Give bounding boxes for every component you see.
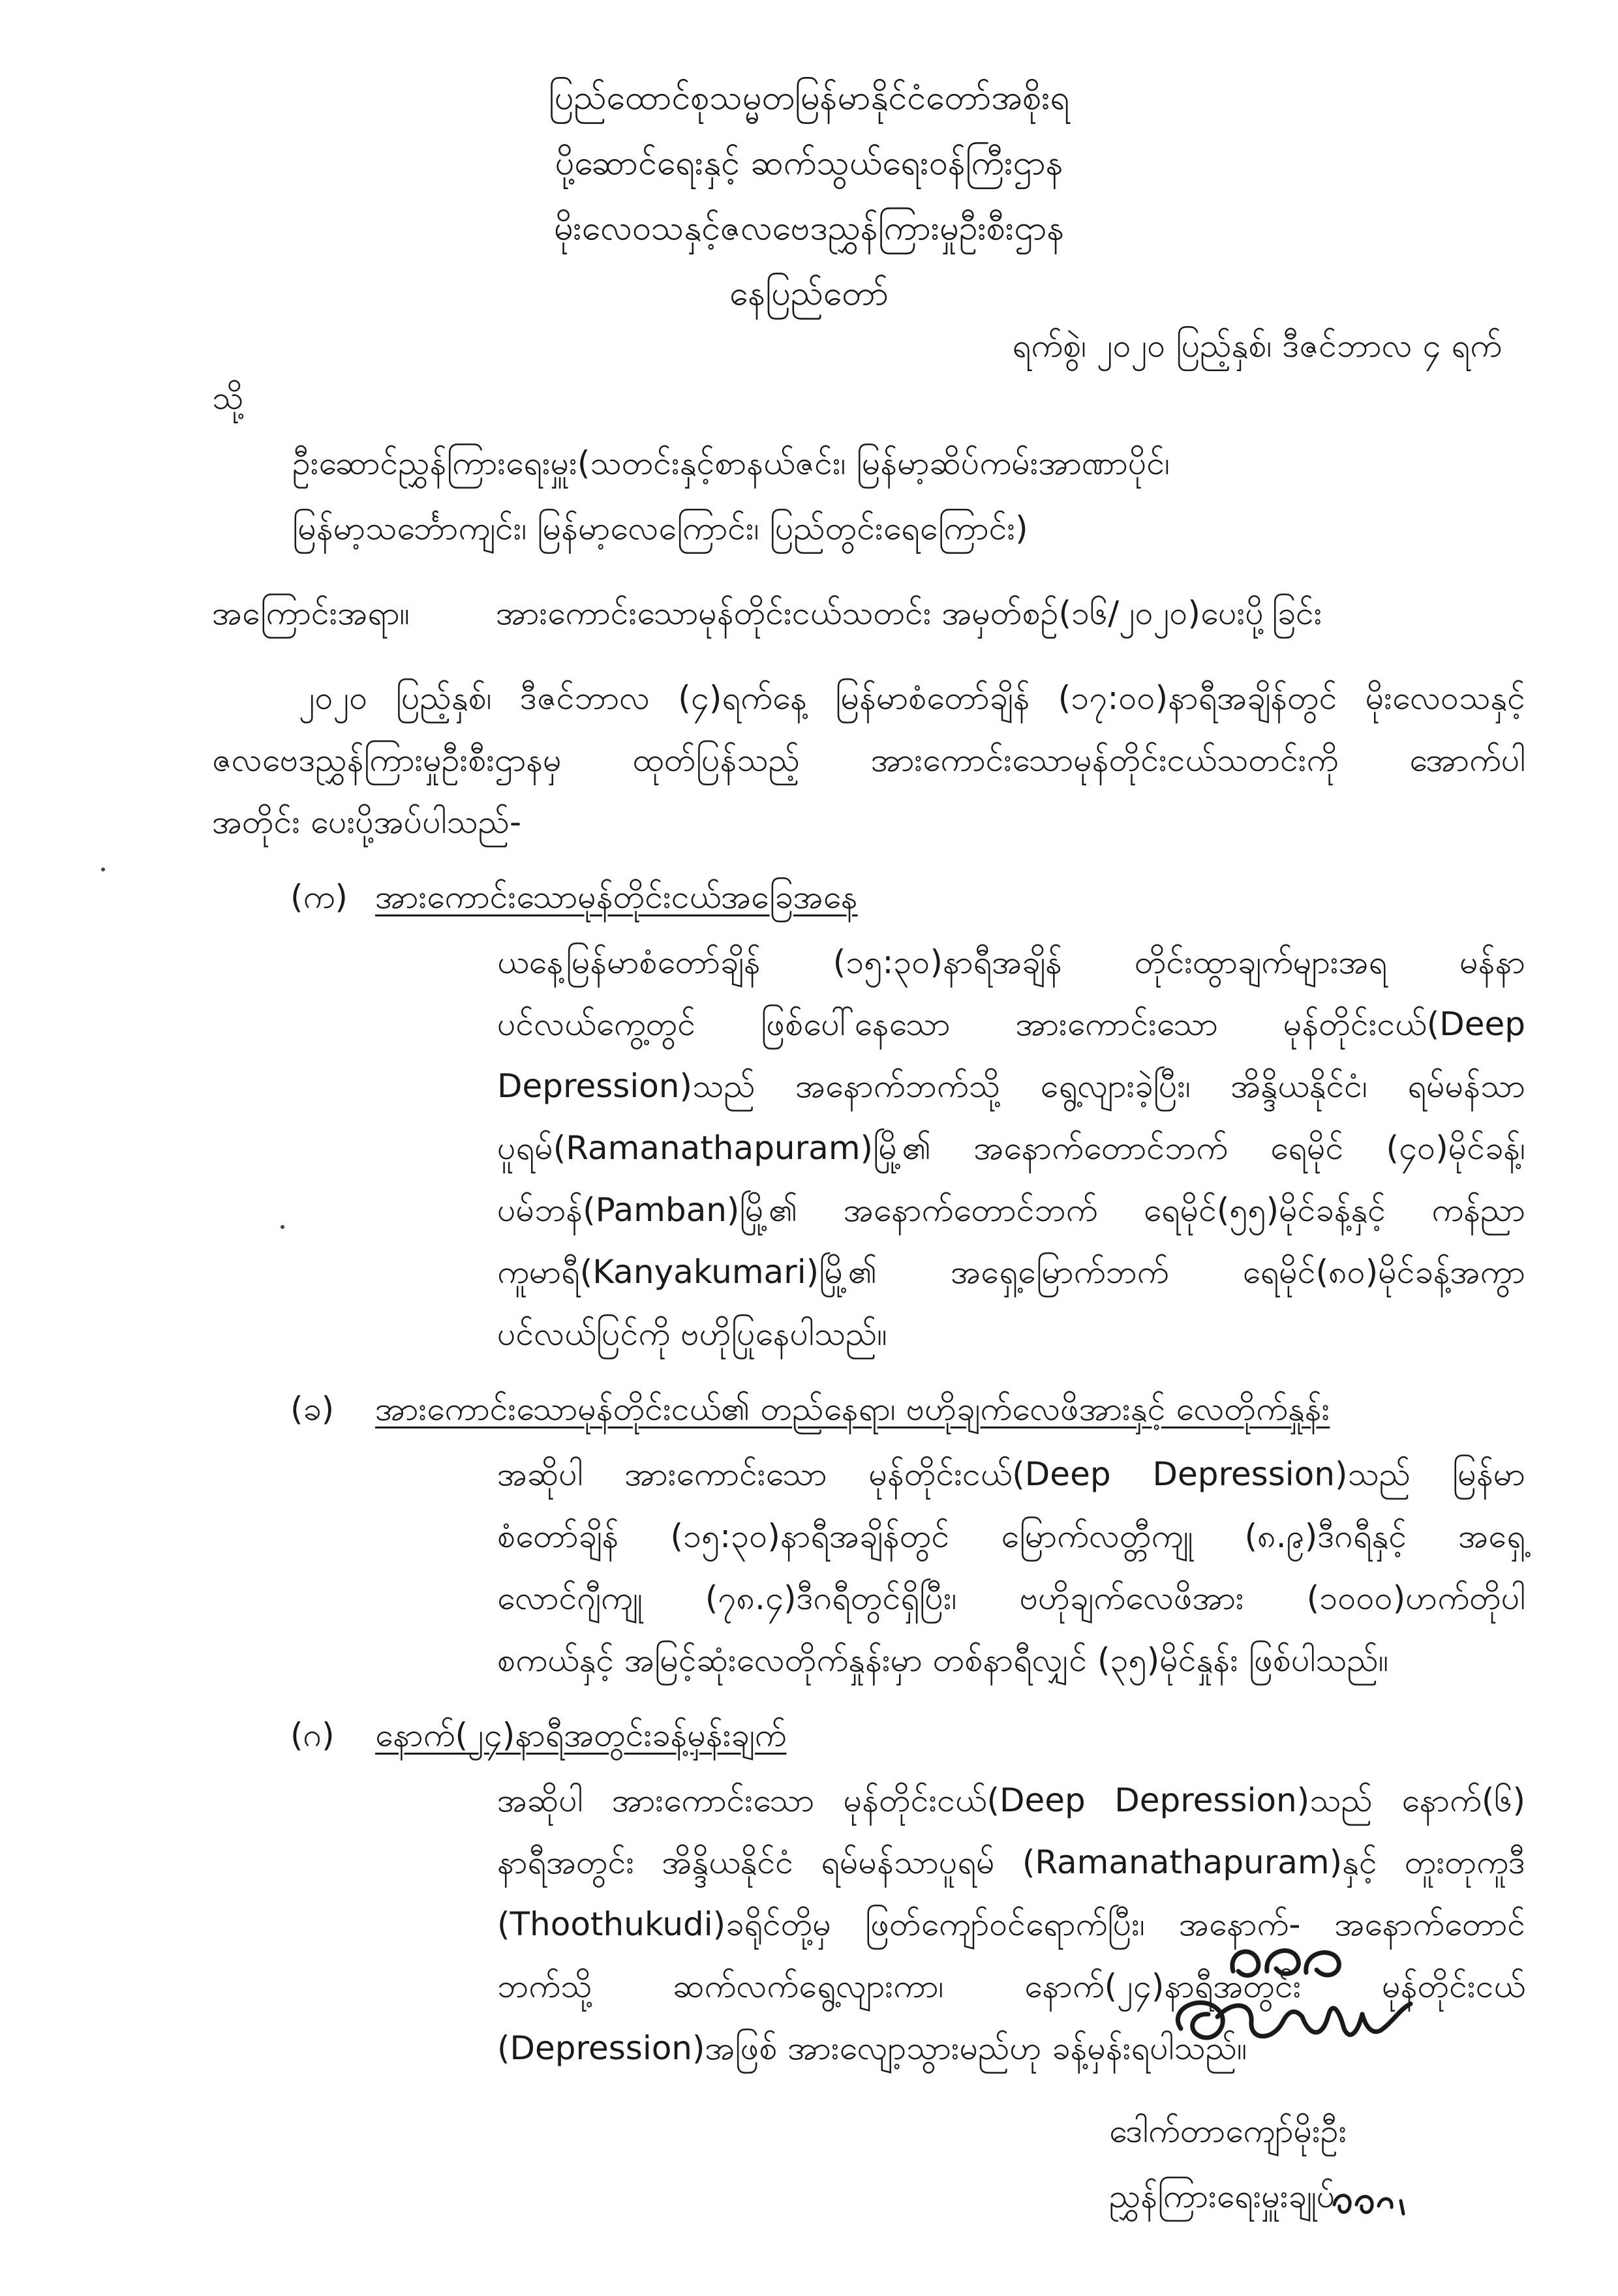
section-a-marker: (က) xyxy=(290,878,348,916)
section-a-line-7: ပင်လယ်ပြင်ကို ဗဟိုပြုနေပါသည်။ xyxy=(497,1315,887,1353)
section-a-line-2: ပင်လယ်ကွေ့တွင် ဖြစ်ပေါ်နေသော အားကောင်းသော မုန်တိုင်းငယ်(Deep xyxy=(497,1005,1525,1043)
section-c-line-4: ဘက်သို့ ဆက်လက်ရွေ့လျားကာ၊ နောက်(၂၄)နာရီအတွင်း မုန်တိုင်းငယ် xyxy=(497,1967,1525,2005)
recipients-line-1: ဦးဆောင်ညွှန်ကြားရေးမှူး(သတင်းနှင့်စာနယ်ဇင်း၊ မြန်မာ့ဆိပ်ကမ်းအာဏာပိုင်၊ xyxy=(292,444,1170,482)
section-b-line-1: အဆိုပါ အားကောင်းသော မုန်တိုင်းငယ်(Deep Depression)သည် မြန်မာ xyxy=(497,1455,1525,1493)
section-c-marker: (ဂ) xyxy=(290,1716,335,1754)
section-a-line-4: ပူရမ်(Ramanathapuram)မြို့၏ အနောက်တောင်ဘက် ရေမိုင် (၄၀)မိုင်ခန့်၊ xyxy=(497,1129,1525,1167)
subject-text: အားကောင်းသောမုန်တိုင်းငယ်သတင်း အမှတ်စဉ်(၁၆/၂၀၂၀)ပေးပို့ခြင်း xyxy=(496,594,1322,632)
section-a-line-1: ယနေ့မြန်မာစံတော်ချိန် (၁၅:၃၀)နာရီအချိန် တိုင်းထွာချက်များအရ မန်နာ xyxy=(497,943,1525,981)
header-ministry: ပို့ဆောင်ရေးနှင့် ဆက်သွယ်ရေးဝန်ကြီးဌာန xyxy=(555,144,1063,183)
header-city: နေပြည်တော် xyxy=(729,274,889,313)
section-a-heading: အားကောင်းသောမုန်တိုင်းငယ်အခြေအနေ xyxy=(375,878,858,916)
intro-line-3: အတိုင်း ပေးပို့အပ်ပါသည်- xyxy=(212,803,522,841)
section-b-line-2: စံတော်ချိန် (၁၅:၃၀)နာရီအချိန်တွင် မြောက်လတ္တီကျု (၈.၉)ဒီဂရီနှင့် အရှေ့ xyxy=(497,1517,1525,1555)
section-a-line-5: ပမ်ဘန်(Pamban)မြို့၏ အနောက်တောင်ဘက် ရေမိုင်(၅၅)မိုင်ခန့်နှင့် ကန်ညာ xyxy=(497,1191,1525,1229)
signatory-title: ညွှန်ကြားရေးမှူးချုပ် xyxy=(1109,2177,1336,2215)
signatory-name: ဒေါက်တာကျော်မိုးဦး xyxy=(1109,2112,1347,2150)
date-line: ရက်စွဲ၊ ၂၀၂၀ ပြည့်နှစ်၊ ဒီဇင်ဘာလ ၄ ရက် xyxy=(1012,327,1502,365)
section-b-heading: အားကောင်းသောမုန်တိုင်းငယ်၏ တည်နေရာ၊ ဗဟိုချက်လေဖိအားနှင့် လေတိုက်နှုန်း xyxy=(375,1390,1330,1428)
scan-speck xyxy=(281,1225,284,1229)
to-label: သို့ xyxy=(212,379,244,417)
section-c-line-3: (Thoothukudi)ခရိုင်တို့မှ ဖြတ်ကျော်ဝင်ရောက်ပြီး၊ အနောက်- အနောက်တောင် xyxy=(497,1905,1525,1943)
intro-line-2: ဇလဗေဒညွှန်ကြားမှုဦးစီးဌာနမှ ထုတ်ပြန်သည့် အားကောင်းသောမုန်တိုင်းငယ်သတင်းကို အောက်ပါ xyxy=(212,741,1525,779)
intro-line-1: ၂၀၂၀ ပြည့်နှစ်၊ ဒီဇင်ဘာလ (၄)ရက်နေ့ မြန်မာစံတော်ချိန် (၁၇:၀၀)နာရီအချိန်တွင် မိုးလေဝသနှင့် xyxy=(299,679,1525,717)
scan-speck xyxy=(101,868,105,871)
subject-label: အကြောင်းအရာ။ xyxy=(212,594,410,632)
recipients-line-2: မြန်မာ့သင်္ဘောကျင်း၊ မြန်မာ့လေကြောင်း၊ ပြည်တွင်းရေကြောင်း) xyxy=(292,509,1028,547)
handwritten-signature xyxy=(1155,1931,1429,2068)
section-c-line-1: အဆိုပါ အားကောင်းသော မုန်တိုင်းငယ်(Deep Depression)သည် နောက်(၆) xyxy=(497,1781,1525,1819)
header-government: ပြည်ထောင်စုသမ္မတမြန်မာနိုင်ငံတော်အစိုးရ xyxy=(548,78,1070,117)
section-a-line-6: ကူမာရီ(Kanyakumari)မြို့၏ အရှေ့မြောက်ဘက် ရေမိုင်(၈၀)မိုင်ခန့်အကွာ xyxy=(497,1253,1525,1291)
section-b-marker: (ခ) xyxy=(290,1390,335,1428)
header-department: မိုးလေဝသနှင့်ဇလဗေဒညွှန်ကြားမှုဦးစီးဌာန xyxy=(553,209,1065,248)
initials-mark xyxy=(1328,2179,1419,2224)
section-c-line-5: (Depression)အဖြစ် အားလျော့သွားမည်ဟု ခန့်မှန်းရပါသည်။ xyxy=(497,2029,1247,2067)
section-b-line-4: စကယ်နှင့် အမြင့်ဆုံးလေတိုက်နှုန်းမှာ တစ်နာရီလျှင် (၃၅)မိုင်နှုန်း ဖြစ်ပါသည်။ xyxy=(497,1641,1388,1679)
section-c-heading: နောက်(၂၄)နာရီအတွင်းခန့်မှန်းချက် xyxy=(375,1716,787,1754)
section-b-line-3: လောင်ဂျီကျု (၇၈.၄)ဒီဂရီတွင်ရှိပြီး၊ ဗဟိုချက်လေဖိအား (၁၀၀၀)ဟက်တိုပါ xyxy=(497,1579,1525,1617)
section-c-line-2: နာရီအတွင်း အိန္ဒိယနိုင်ငံ ရမ်မန်သာပူရမ် (Ramanathapuram)နှင့် တူးတုကူဒီ xyxy=(497,1843,1525,1881)
section-a-line-3: Depression)သည် အနောက်ဘက်သို့ ရွေ့လျားခဲ့ပြီး၊ အိန္ဒိယနိုင်ငံ၊ ရမ်မန်သာ xyxy=(497,1067,1525,1105)
